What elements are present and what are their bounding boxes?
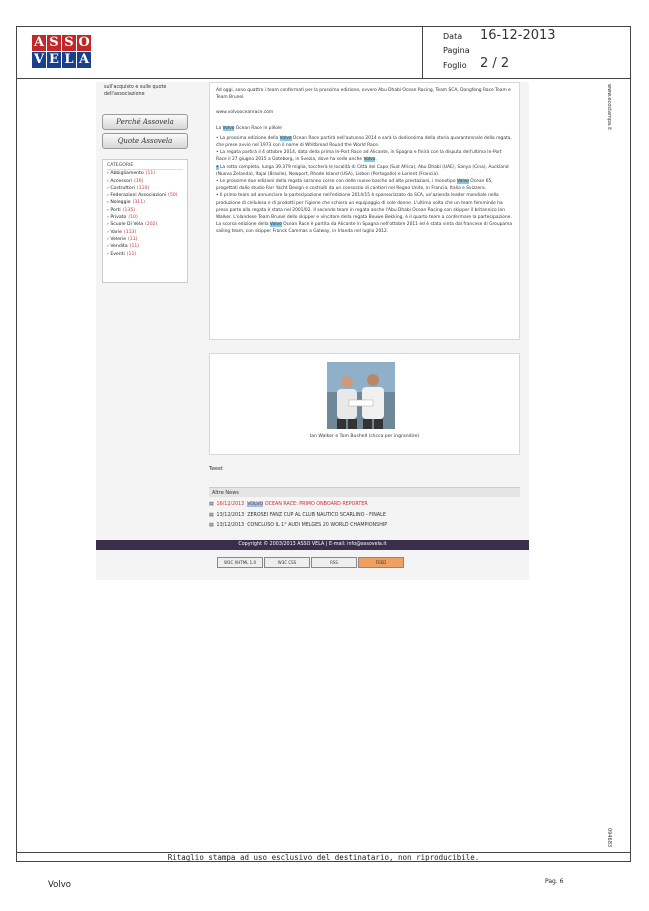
perche-assovela-button[interactable]: Perché Assovela bbox=[102, 114, 188, 130]
text: . bbox=[375, 157, 377, 163]
category-count: (11) bbox=[128, 236, 138, 242]
category-label: Eventi bbox=[110, 251, 125, 257]
feed-badge[interactable]: FEED bbox=[358, 557, 404, 568]
news-item[interactable] bbox=[209, 512, 520, 520]
category-item[interactable] bbox=[107, 178, 183, 185]
article-photo[interactable] bbox=[327, 362, 395, 429]
categories-title: CATEGORIE bbox=[107, 162, 183, 170]
logo-letter: E bbox=[47, 52, 61, 68]
bullet-6 bbox=[216, 221, 513, 235]
article-intro: Ad oggi, sono quattro i team confermati per la prossima edizione, ovvero Abu Dhabi Ocean Racing, Team SCA, Dongfeng Race Team e Team Brunel. bbox=[216, 88, 511, 101]
category-count: (11) bbox=[145, 171, 156, 177]
site-footer-bar: Copyright © 2003/2013 ASSO VELA | E-mail: info@assovela.it bbox=[96, 540, 529, 550]
category-item[interactable] bbox=[107, 170, 183, 177]
category-label: Federazioni Associazioni bbox=[110, 193, 167, 199]
category-item[interactable] bbox=[107, 236, 183, 243]
category-item[interactable] bbox=[107, 214, 183, 221]
text: Ocean Race è partita da Alicante in Spagna nell'ottobre 2011 ed è stata vinta dal francese di Groupama sailing team, con skipper Franck Cammas a Galway, in Irlanda nel luglio 2012. bbox=[216, 222, 513, 235]
bullet-icon: › bbox=[107, 244, 111, 250]
highlight: Volvo bbox=[222, 125, 235, 131]
news-text: OCEAN RACE: PRIMO ONBOARD REPORTER bbox=[263, 502, 368, 507]
highlight: Volvo bbox=[269, 222, 282, 228]
category-count: (11) bbox=[129, 244, 140, 250]
category-item[interactable] bbox=[107, 243, 183, 250]
category-count: (311) bbox=[132, 200, 145, 206]
highlight: Volvo bbox=[457, 179, 469, 185]
category-count: (16) bbox=[134, 178, 144, 184]
news-item[interactable] bbox=[209, 501, 520, 509]
quote-assovela-button[interactable]: Quote Assovela bbox=[102, 133, 188, 149]
data-value: 16-12-2013 bbox=[480, 28, 556, 43]
category-count: (50) bbox=[168, 193, 178, 199]
news-date: 16/12/2013 bbox=[216, 502, 245, 507]
disclaimer-text: Ritaglio stampa ad uso esclusivo del destinatario, non riproducibile. bbox=[167, 853, 480, 862]
news-text: ZEROSEI FANZ CUP AL CLUB NAUTICO SCARLINO - FINALE bbox=[247, 513, 386, 518]
bullet-5: • Il primo team ad annunciare la partecipazione nell'edizione 2014/15 è sponsorizzato da SCA, un'azienda leader mondiale nella produzione di cellulosa e di prodotti per l'igiene che schiera un equipaggio di sole donne. L'ultima volta che un team femminile ha preso parte alla regata è stata nel 2001/02. Il secondo team in regata anche l'Abu Dhabi Ocean Racing con skipper il britannico Ian Walker. L'olandese Team Brunel dello skipper e vincitore della regata Bouwe Bekking, è il quarto team a confermare la partecipazione. bbox=[216, 193, 512, 221]
tweet-button[interactable]: Tweet bbox=[209, 467, 223, 472]
highlight: Volvo bbox=[279, 135, 292, 141]
highlight: Volvo bbox=[363, 157, 376, 163]
category-label: Scuole Di Vela bbox=[110, 222, 144, 228]
logo-letter: L bbox=[62, 52, 76, 68]
highlight: VOLVO bbox=[247, 502, 264, 507]
article-body bbox=[209, 82, 520, 340]
text: Ocean 65, progettati dallo studio Farr Yacht Design e costruiti da un consorzio di cantieri nel Regno Unito, in Francia, Italia e Svizzera. bbox=[216, 179, 493, 192]
bullet-2 bbox=[216, 149, 513, 163]
category-count: (11) bbox=[126, 251, 137, 257]
news-icon: ▤ bbox=[209, 523, 214, 528]
w3c-xhtml-badge[interactable]: W3C XHTML 1.0 bbox=[217, 557, 263, 568]
category-item[interactable] bbox=[107, 199, 183, 206]
bullet-icon: › bbox=[107, 171, 111, 177]
category-item[interactable] bbox=[107, 207, 183, 214]
news-date: 13/12/2013 bbox=[216, 513, 245, 518]
text: • Le prossime due edizioni della regata saranno corse con delle nuove barche ad alte prestazioni, i monotipo bbox=[216, 179, 457, 185]
category-count: (110) bbox=[136, 185, 150, 191]
photo-image bbox=[327, 362, 395, 429]
bullet-icon: › bbox=[107, 251, 111, 257]
logo-letter: A bbox=[78, 52, 90, 67]
text: La bbox=[216, 125, 223, 131]
category-label: Vendita bbox=[110, 244, 128, 250]
categories-box bbox=[102, 159, 188, 283]
category-item[interactable] bbox=[107, 221, 183, 228]
w3c-css-badge[interactable]: W3C CSS bbox=[264, 557, 310, 568]
category-count: (202) bbox=[145, 222, 158, 228]
text: • La prossima edizione della bbox=[216, 135, 280, 141]
logo-letter: S bbox=[62, 35, 76, 51]
category-label: Varie bbox=[110, 229, 122, 235]
article-heading bbox=[216, 125, 513, 132]
bullet-3 bbox=[216, 164, 513, 178]
side-code: 094683 bbox=[606, 828, 612, 848]
logo-letter: A bbox=[33, 35, 45, 50]
sidebar-intro: sull'acquisto e sulle quote dell'associazione bbox=[104, 85, 167, 97]
logo-letter: S bbox=[47, 35, 61, 51]
category-label: Abbigliamento bbox=[110, 171, 144, 177]
category-count: (113) bbox=[123, 229, 137, 235]
bullet-icon: › bbox=[107, 193, 111, 199]
logo-letter: V bbox=[33, 52, 45, 67]
bullet-icon: › bbox=[107, 229, 111, 235]
category-label: Porti bbox=[110, 207, 121, 213]
logo-letter: O bbox=[78, 35, 90, 50]
category-count: (10) bbox=[128, 215, 138, 221]
text: La scorsa edizione della bbox=[216, 222, 270, 228]
category-item[interactable] bbox=[107, 229, 183, 236]
category-label: Accessori bbox=[110, 178, 133, 184]
side-url: www.ecostampa.it bbox=[606, 84, 612, 130]
pagina-label: Pagina bbox=[443, 46, 470, 55]
bullet-icon: › bbox=[107, 200, 111, 206]
other-news-title: Altre News bbox=[209, 487, 520, 497]
header-separator bbox=[422, 26, 423, 78]
bullet-4 bbox=[216, 178, 513, 192]
category-label: Velerie bbox=[110, 236, 127, 242]
bullet-icon: › bbox=[107, 207, 111, 213]
assovela-logo bbox=[32, 35, 102, 69]
text: Ocean Race partirà nell'autunno 2014 e sarà la dodicesima della storia quarantennale della regata, che prese avvio nel 1973 con il nome di Whitbread Round the World Race. bbox=[216, 135, 512, 149]
source-name: Volvo bbox=[48, 880, 71, 890]
news-icon: ▤ bbox=[209, 513, 214, 518]
text: La rotta completa, lunga 39.379 miglia, toccherà le località di Città del Capo (Sud Africa), Abu Dhabi (UAE), Sanya (Cina), Auckland (Nuova Zelanda), Itajaí (Brasile), Newport, Rhode Island (USA), Lisbon (Portogallo) e Lorient (Francia). bbox=[216, 164, 509, 177]
highlight: • bbox=[216, 164, 219, 170]
category-item[interactable] bbox=[107, 185, 183, 192]
bullet-icon: › bbox=[107, 185, 111, 191]
article-url[interactable]: www.volvooceanrace.com bbox=[216, 110, 274, 116]
bullet-icon: › bbox=[107, 236, 111, 242]
logo-top-row bbox=[32, 35, 102, 51]
category-item[interactable] bbox=[107, 192, 183, 199]
category-label: Privato bbox=[110, 215, 127, 221]
foglio-value: 2 / 2 bbox=[480, 56, 510, 71]
rss-badge[interactable]: RSS bbox=[311, 557, 357, 568]
category-count: (135) bbox=[122, 207, 136, 213]
bullet-icon: › bbox=[107, 178, 111, 184]
category-label: Noleggio bbox=[110, 200, 131, 206]
page-number: Pag. 6 bbox=[545, 878, 564, 885]
foglio-label: Foglio bbox=[443, 61, 467, 70]
data-label: Data bbox=[443, 32, 463, 41]
news-item[interactable] bbox=[209, 522, 520, 530]
news-text: CONCLUSO IL 1° AUDI MELGES 20 WORLD CHAMPIONSHIP bbox=[247, 523, 388, 528]
photo-caption: Ian Walker e Tom Bushell (clicca per ingrandire) bbox=[309, 434, 420, 439]
categories-list bbox=[107, 170, 183, 258]
bullet-icon: › bbox=[107, 222, 111, 228]
text: • La regata partirà il 4 ottobre 2014, data della prima In-Port Race ad Alicante, in Spagna e finirà con la disputa dell'ultima In-Port Race il 27 giugno 2015 a Goteborg, in Svezia, dove ha sede anche bbox=[216, 150, 502, 163]
bullet-icon: › bbox=[107, 215, 111, 221]
news-date: 13/12/2013 bbox=[216, 523, 245, 528]
bullet-1 bbox=[216, 135, 513, 149]
category-label: Costruttori bbox=[110, 185, 135, 191]
text: Ocean Race in pillole bbox=[234, 125, 282, 131]
news-icon: ▤ bbox=[209, 502, 214, 507]
logo-bottom-row bbox=[32, 52, 102, 68]
category-item[interactable] bbox=[107, 251, 183, 258]
